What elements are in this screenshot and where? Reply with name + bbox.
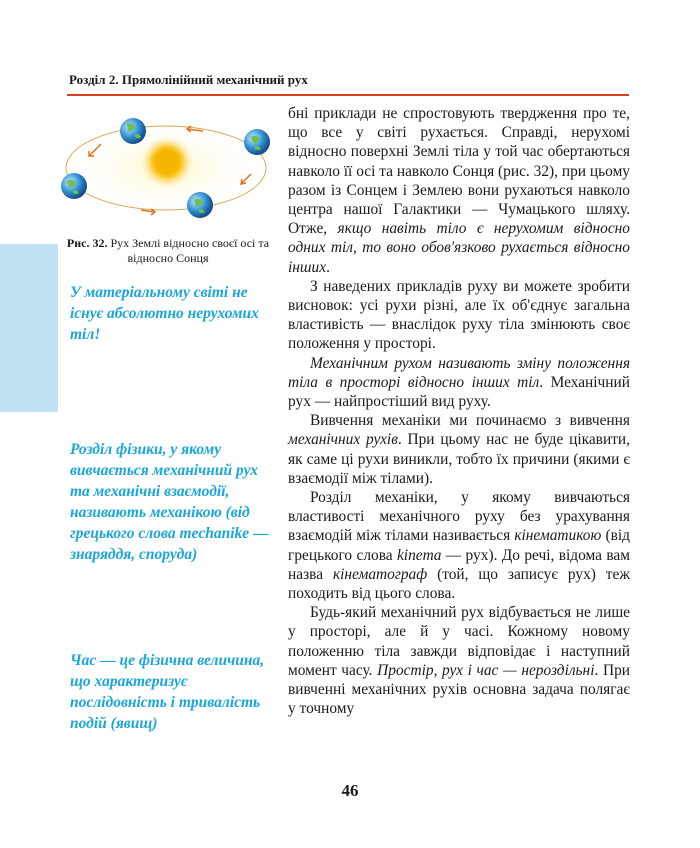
earth-orbit-figure xyxy=(55,104,277,224)
paragraph: Розділ механіки, у якому вивчаються властивості механічного руху без урахування взаємодій між тілами називається кінематикою (від грецького слова kinema — рух). До речі, відома вам назва кінематограф (той, що записує рух) теж походить від цього слова. xyxy=(288,489,630,603)
paragraph: Механічним рухом називають зміну положення тіла в просторі відносно інших тіл. Механічний рух — найпростіший вид руху. xyxy=(288,354,630,411)
earth-icon xyxy=(61,173,87,199)
earth-icon xyxy=(244,129,270,155)
side-note-time-definition: Час — це фізична величина, що характеризує послідовність і тривалість подій (явищ) xyxy=(70,652,265,732)
sun xyxy=(154,149,180,175)
figure-caption-text: Рух Землі відносно своєї осі та відносно Сонця xyxy=(107,236,270,265)
page-number: 46 xyxy=(341,781,359,800)
figure-caption-label: Рис. 32. xyxy=(66,236,108,250)
paragraph: З наведених прикладів руху ви можете зробити висновок: усі рухи різні, але їх об'єднує загальна властивість — внаслідок руху тіла змінюють своє положення у просторі. xyxy=(288,277,630,353)
header-divider xyxy=(67,94,629,96)
paragraph: Вивчення механіки ми починаємо з вивчення механічних рухів. При цьому нас не буде цікавити, як саме ці рухи виникли, тобто їх причини (якими є взаємодії між тілами). xyxy=(288,412,630,487)
side-note-no-still-bodies: У матеріальному світі не існує абсолютно нерухомих тіл! xyxy=(70,284,259,343)
side-note-mechanics-definition: Розділ фізики, у якому вивчається механічний рух та механічні взаємодії, називають механікою (від грецького слова mechanike — знаряддя, споруда) xyxy=(70,441,269,563)
main-text xyxy=(288,104,630,719)
paragraph: Будь-який механічний рух відбувається не лише у просторі, але й у часі. Кожному новому положенню тіла завжди відповідає і наступний момент часу. Простір, рух і час — нероздільні. При вивченні механічних рухів основна задача полягає у точному xyxy=(288,604,631,718)
figure-caption xyxy=(60,236,276,266)
paragraph: бні приклади не спростовують твердження про те, що все у світі рухається. Справді, нерухомі відносно поверхні Землі тіла у той час обертаються навколо її осі та навколо Сонця (рис. 32), при цьому разом із Сонцем і Землею вони рухаються навколо центра нашої Галактики — Чумацького шляху. Отже, якщо навіть тіло є нерухомим відносно одних тіл, то воно обов'язково рухається відносно інших. xyxy=(288,105,630,276)
margin-color-bar xyxy=(0,244,58,412)
earth-icon xyxy=(187,192,213,218)
earth-icon xyxy=(120,118,146,144)
page-header: Розділ 2. Прямолінійний механічний рух xyxy=(69,72,308,87)
